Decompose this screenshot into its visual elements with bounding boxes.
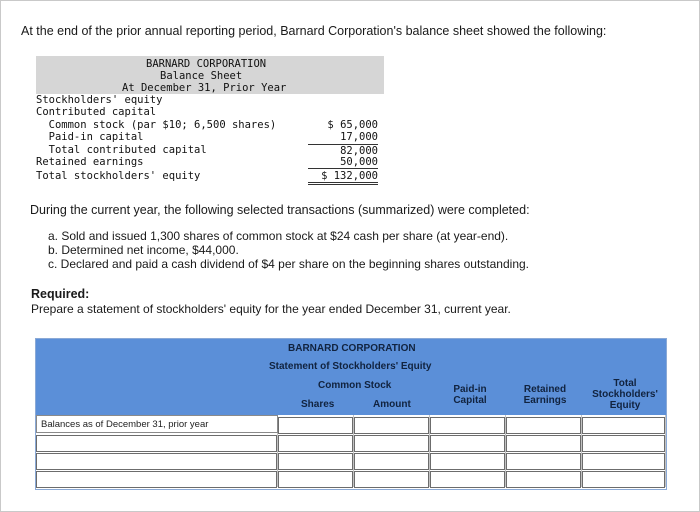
bs-row-label: Stockholders' equity [36, 94, 163, 106]
amount-input[interactable] [354, 417, 429, 434]
row-label-input[interactable] [36, 471, 277, 488]
shares-cell[interactable] [278, 469, 354, 487]
shares-cell[interactable] [278, 451, 354, 469]
amount-cell[interactable] [354, 451, 430, 469]
amount-cell[interactable] [354, 415, 430, 433]
retained-input[interactable] [506, 471, 581, 488]
row-label: Balances as of December 31, prior year [41, 419, 209, 430]
transactions-list [48, 229, 529, 271]
row-label-input[interactable] [36, 435, 277, 452]
shares-cell[interactable] [278, 433, 354, 451]
total-cell[interactable] [582, 433, 666, 451]
bs-row-label: Total stockholders' equity [36, 170, 201, 182]
bs-row [36, 156, 384, 168]
total-input[interactable] [582, 417, 665, 434]
bs-row [36, 144, 384, 156]
row-label-cell[interactable] [36, 433, 278, 451]
balance-sheet-header [36, 56, 384, 94]
table-row [36, 451, 666, 469]
bs-row-value: 17,000 [340, 131, 378, 143]
total-equity-header: Total Stockholders' Equity [592, 378, 658, 411]
retained-cell[interactable] [506, 469, 582, 487]
table-row [36, 433, 666, 451]
bs-row [36, 119, 384, 131]
transactions-intro: During the current year, the following selected transactions (summarized) were completed: [30, 203, 530, 217]
total-input[interactable] [582, 453, 665, 470]
transaction-item: b. Determined net income, $44,000. [48, 243, 239, 257]
retained-input[interactable] [506, 435, 581, 452]
total-cell[interactable] [582, 469, 666, 487]
transaction-item: c. Declared and paid a cash dividend of $4 per share on the beginning shares outstanding. [48, 257, 529, 271]
required-title: Required: [31, 287, 90, 301]
paid-in-capital-header: Paid-in Capital [453, 384, 487, 406]
bs-row-value: 82,000 [308, 144, 378, 157]
amount-cell[interactable] [354, 469, 430, 487]
shares-input[interactable] [278, 417, 353, 434]
amount-input[interactable] [354, 453, 429, 470]
bs-row [36, 170, 384, 182]
balance-sheet-date: At December 31, Prior Year [122, 82, 287, 94]
paid-in-input[interactable] [430, 417, 505, 434]
retained-cell[interactable] [506, 451, 582, 469]
paid-in-input[interactable] [430, 471, 505, 488]
bs-row-label: Paid-in capital [36, 131, 144, 143]
row-label-cell[interactable] [36, 469, 278, 487]
statement-table [35, 338, 667, 490]
bs-row-label: Contributed capital [36, 106, 157, 118]
total-cell[interactable] [582, 415, 666, 433]
bs-row-label: Total contributed capital [36, 144, 207, 156]
total-input[interactable] [582, 471, 665, 488]
retained-cell[interactable] [506, 433, 582, 451]
bs-row-value: $ 65,000 [327, 119, 378, 131]
bs-row [36, 131, 384, 143]
required-text: Prepare a statement of stockholders' equity for the year ended December 31, current year. [31, 302, 511, 316]
bs-row [36, 106, 384, 118]
statement-company: BARNARD CORPORATION [288, 343, 416, 354]
statement-grid [36, 415, 666, 489]
intro-text: At the end of the prior annual reporting period, Barnard Corporation's balance sheet showed the following: [21, 24, 607, 38]
retained-input[interactable] [506, 453, 581, 470]
amount-cell[interactable] [354, 433, 430, 451]
paid-in-cell[interactable] [430, 469, 506, 487]
retained-input[interactable] [506, 417, 581, 434]
table-row [36, 415, 666, 433]
paid-in-input[interactable] [430, 453, 505, 470]
total-cell[interactable] [582, 451, 666, 469]
amount-input[interactable] [354, 435, 429, 452]
bs-row-label: Retained earnings [36, 156, 144, 168]
shares-input[interactable] [278, 435, 353, 452]
total-input[interactable] [582, 435, 665, 452]
row-label-cell[interactable] [36, 451, 278, 469]
retained-earnings-header: Retained Earnings [523, 384, 567, 406]
retained-cell[interactable] [506, 415, 582, 433]
amount-header: Amount [373, 399, 411, 410]
balance-sheet-company: BARNARD CORPORATION [146, 58, 267, 70]
shares-input[interactable] [278, 471, 353, 488]
shares-header: Shares [301, 399, 335, 410]
paid-in-cell[interactable] [430, 451, 506, 469]
row-label-cell [36, 415, 278, 433]
transaction-item: a. Sold and issued 1,300 shares of common stock at $24 cash per share (at year-end). [48, 229, 509, 243]
shares-input[interactable] [278, 453, 353, 470]
bs-row-label: Common stock (par $10; 6,500 shares) [36, 119, 277, 131]
paid-in-cell[interactable] [430, 433, 506, 451]
bs-row-value: $ 132,000 [308, 170, 378, 185]
statement-header [36, 339, 666, 415]
bs-row [36, 94, 384, 106]
row-label-input[interactable] [36, 453, 277, 470]
table-row [36, 469, 666, 487]
amount-input[interactable] [354, 471, 429, 488]
common-stock-header: Common Stock [318, 380, 392, 391]
statement-title: Statement of Stockholders' Equity [269, 361, 432, 372]
balance-sheet-title: Balance Sheet [160, 70, 243, 82]
paid-in-cell[interactable] [430, 415, 506, 433]
bs-row-value: 50,000 [308, 156, 378, 169]
paid-in-input[interactable] [430, 435, 505, 452]
shares-cell[interactable] [278, 415, 354, 433]
